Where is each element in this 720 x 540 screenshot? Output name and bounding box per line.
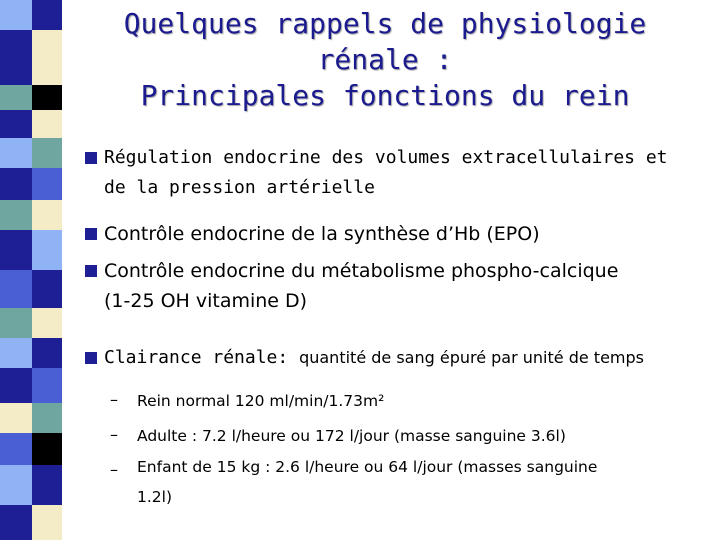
bullet-item-1-line-1: Régulation endocrine des volumes extracellulaires et xyxy=(104,147,668,168)
slide-title xyxy=(85,6,685,114)
sub-item-dash: – xyxy=(110,460,118,479)
decorative-stripe xyxy=(0,0,62,540)
bullet-marker xyxy=(85,152,97,164)
sub-item-2: Adulte : 7.2 l/heure ou 172 l/jour (masse sanguine 3.6l) xyxy=(137,427,566,445)
sub-item-dash: – xyxy=(110,390,118,409)
bullet-item-2 xyxy=(104,219,540,249)
bullet-item-4-label: Clairance rénale: xyxy=(104,347,289,368)
bullet-item-4-detail: quantité de sang épuré par unité de temps xyxy=(299,348,644,367)
bullet-marker xyxy=(85,352,97,364)
title-line-1: Quelques rappels de physiologie xyxy=(123,7,647,40)
sub-item-3-line-1: Enfant de 15 kg : 2.6 l/heure ou 64 l/jour (masses sanguine xyxy=(137,458,598,476)
title-line-3: Principales fonctions du rein xyxy=(140,79,630,112)
bullet-item-1 xyxy=(104,143,668,203)
sub-item-dash: – xyxy=(110,425,118,444)
bullet-item-4 xyxy=(104,343,644,373)
sub-item-1: Rein normal 120 ml/min/1.73m² xyxy=(137,392,385,410)
bullet-marker xyxy=(85,265,97,277)
bullet-item-3 xyxy=(104,256,618,316)
bullet-marker xyxy=(85,228,97,240)
bullet-item-2-line-1: Contrôle endocrine de la synthèse d’Hb (EPO) xyxy=(104,223,540,245)
bullet-item-1-line-2: de la pression artérielle xyxy=(104,177,375,198)
sub-item-3-line-2: 1.2l) xyxy=(137,488,173,506)
bullet-item-3-line-1: Contrôle endocrine du métabolisme phospho-calcique xyxy=(104,260,619,282)
title-line-2: rénale : xyxy=(317,43,453,76)
sub-item-3 xyxy=(137,452,597,512)
bullet-item-3-line-2: (1-25 OH vitamine D) xyxy=(104,290,308,312)
